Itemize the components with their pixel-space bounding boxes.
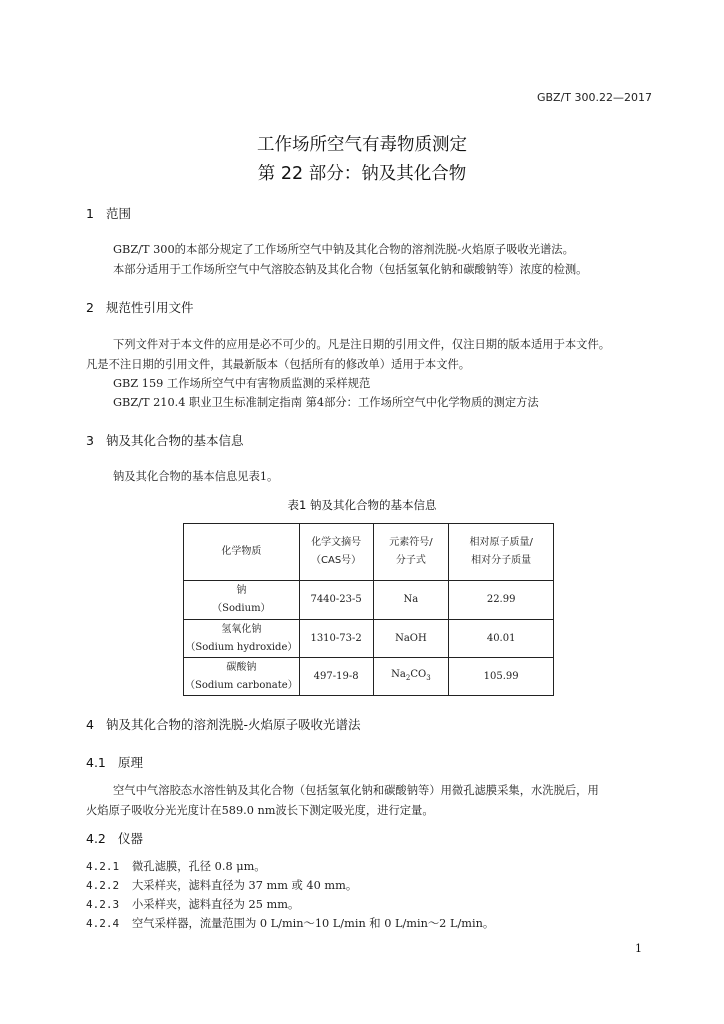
table-row [184,620,554,658]
header-mass: 相对原子质量/ 相对分子质量 [449,524,554,581]
cell-chemical: 钠 （Sodium） [184,581,300,620]
cell-formula: Na [373,581,449,620]
section-title: 钠及其化合物的溶剂洗脱-火焰原子吸收光谱法 [106,717,361,732]
section-number: 4 [86,717,94,732]
section-title: 范围 [106,206,132,221]
list-item: 4.2.1 微孔滤膜，孔径 0.8 μm。 [86,860,266,873]
paragraph: 钠及其化合物的基本信息见表1。 [113,470,279,483]
subsection-4-2-heading [86,829,143,847]
section-number: 4.2 [86,831,106,846]
cell-formula: $Na_2CO_3$ [373,658,449,696]
cell-mass: 40.01 [449,620,554,658]
section-1-heading [86,204,131,222]
cell-cas: 1310-73-2 [299,620,373,658]
cell-formula: NaOH [373,620,449,658]
header-chemical: 化学物质 [184,524,300,581]
section-number: 1 [86,206,94,221]
paragraph: 空气中气溶胶态水溶性钠及其化合物（包括氢氧化钠和碳酸钠等）用微孔滤膜采集，水洗脱后，用 [113,784,599,797]
section-title: 钠及其化合物的基本信息 [106,433,244,448]
list-item: 4.2.2 大采样夹，滤料直径为 37 mm 或 40 mm。 [86,879,358,892]
section-number: 2 [86,300,94,315]
standard-code: GBZ/T 300.22—2017 [536,91,652,104]
compound-info-table [183,523,554,696]
paragraph: 本部分适用于工作场所空气中气溶胶态钠及其化合物（包括氢氧化钠和碳酸钠等）浓度的检测。 [113,263,588,276]
list-item: 4.2.3 小采样夹，滤料直径为 25 mm。 [86,898,300,911]
section-4-heading [86,715,361,733]
cell-mass: 22.99 [449,581,554,620]
header-formula: 元素符号/ 分子式 [373,524,449,581]
paragraph: GBZ/T 300的本部分规定了工作场所空气中钠及其化合物的溶剂洗脱-火焰原子吸收光谱法。 [113,243,574,256]
cell-chemical: 碳酸钠 （Sodium carbonate） [184,658,300,696]
section-3-heading [86,431,244,449]
cell-cas: 7440-23-5 [299,581,373,620]
doc-title: 工作场所空气有毒物质测定 [257,135,467,155]
paragraph-continued: 凡是不注日期的引用文件，其最新版本（包括所有的修改单）适用于本文件。 [86,358,471,371]
section-number: 4.1 [86,755,106,770]
cell-cas: 497-19-8 [299,658,373,696]
table-row [184,658,554,696]
table-header-row [184,524,554,581]
section-2-heading [86,298,194,316]
section-title: 原理 [118,755,144,770]
list-item: 4.2.4 空气采样器，流量范围为 0 L/min～10 L/min 和 0 L/min～2 L/min。 [86,917,495,930]
section-title: 仪器 [118,831,144,846]
cell-mass: 105.99 [449,658,554,696]
paragraph: 下列文件对于本文件的应用是必不可少的。凡是注日期的引用文件，仅注日期的版本适用于本文件。 [113,338,611,351]
paragraph-continued: 火焰原子吸收分光光度计在589.0 nm波长下测定吸光度，进行定量。 [86,804,434,817]
table-row [184,581,554,620]
header-cas: 化学文摘号 （CAS号） [299,524,373,581]
section-number: 3 [86,433,94,448]
reference-item: GBZ 159 工作场所空气中有害物质监测的采样规范 [113,377,371,390]
doc-subtitle: 第 22 部分：钠及其化合物 [257,164,467,184]
section-title: 规范性引用文件 [106,300,194,315]
cell-chemical: 氢氧化钠 （Sodium hydroxide） [184,620,300,658]
subsection-4-1-heading [86,753,143,771]
reference-item: GBZ/T 210.4 职业卫生标准制定指南 第4部分：工作场所空气中化学物质的测定方法 [113,396,539,409]
table-caption: 表1 钠及其化合物的基本信息 [287,498,437,512]
page-number: 1 [635,942,642,955]
